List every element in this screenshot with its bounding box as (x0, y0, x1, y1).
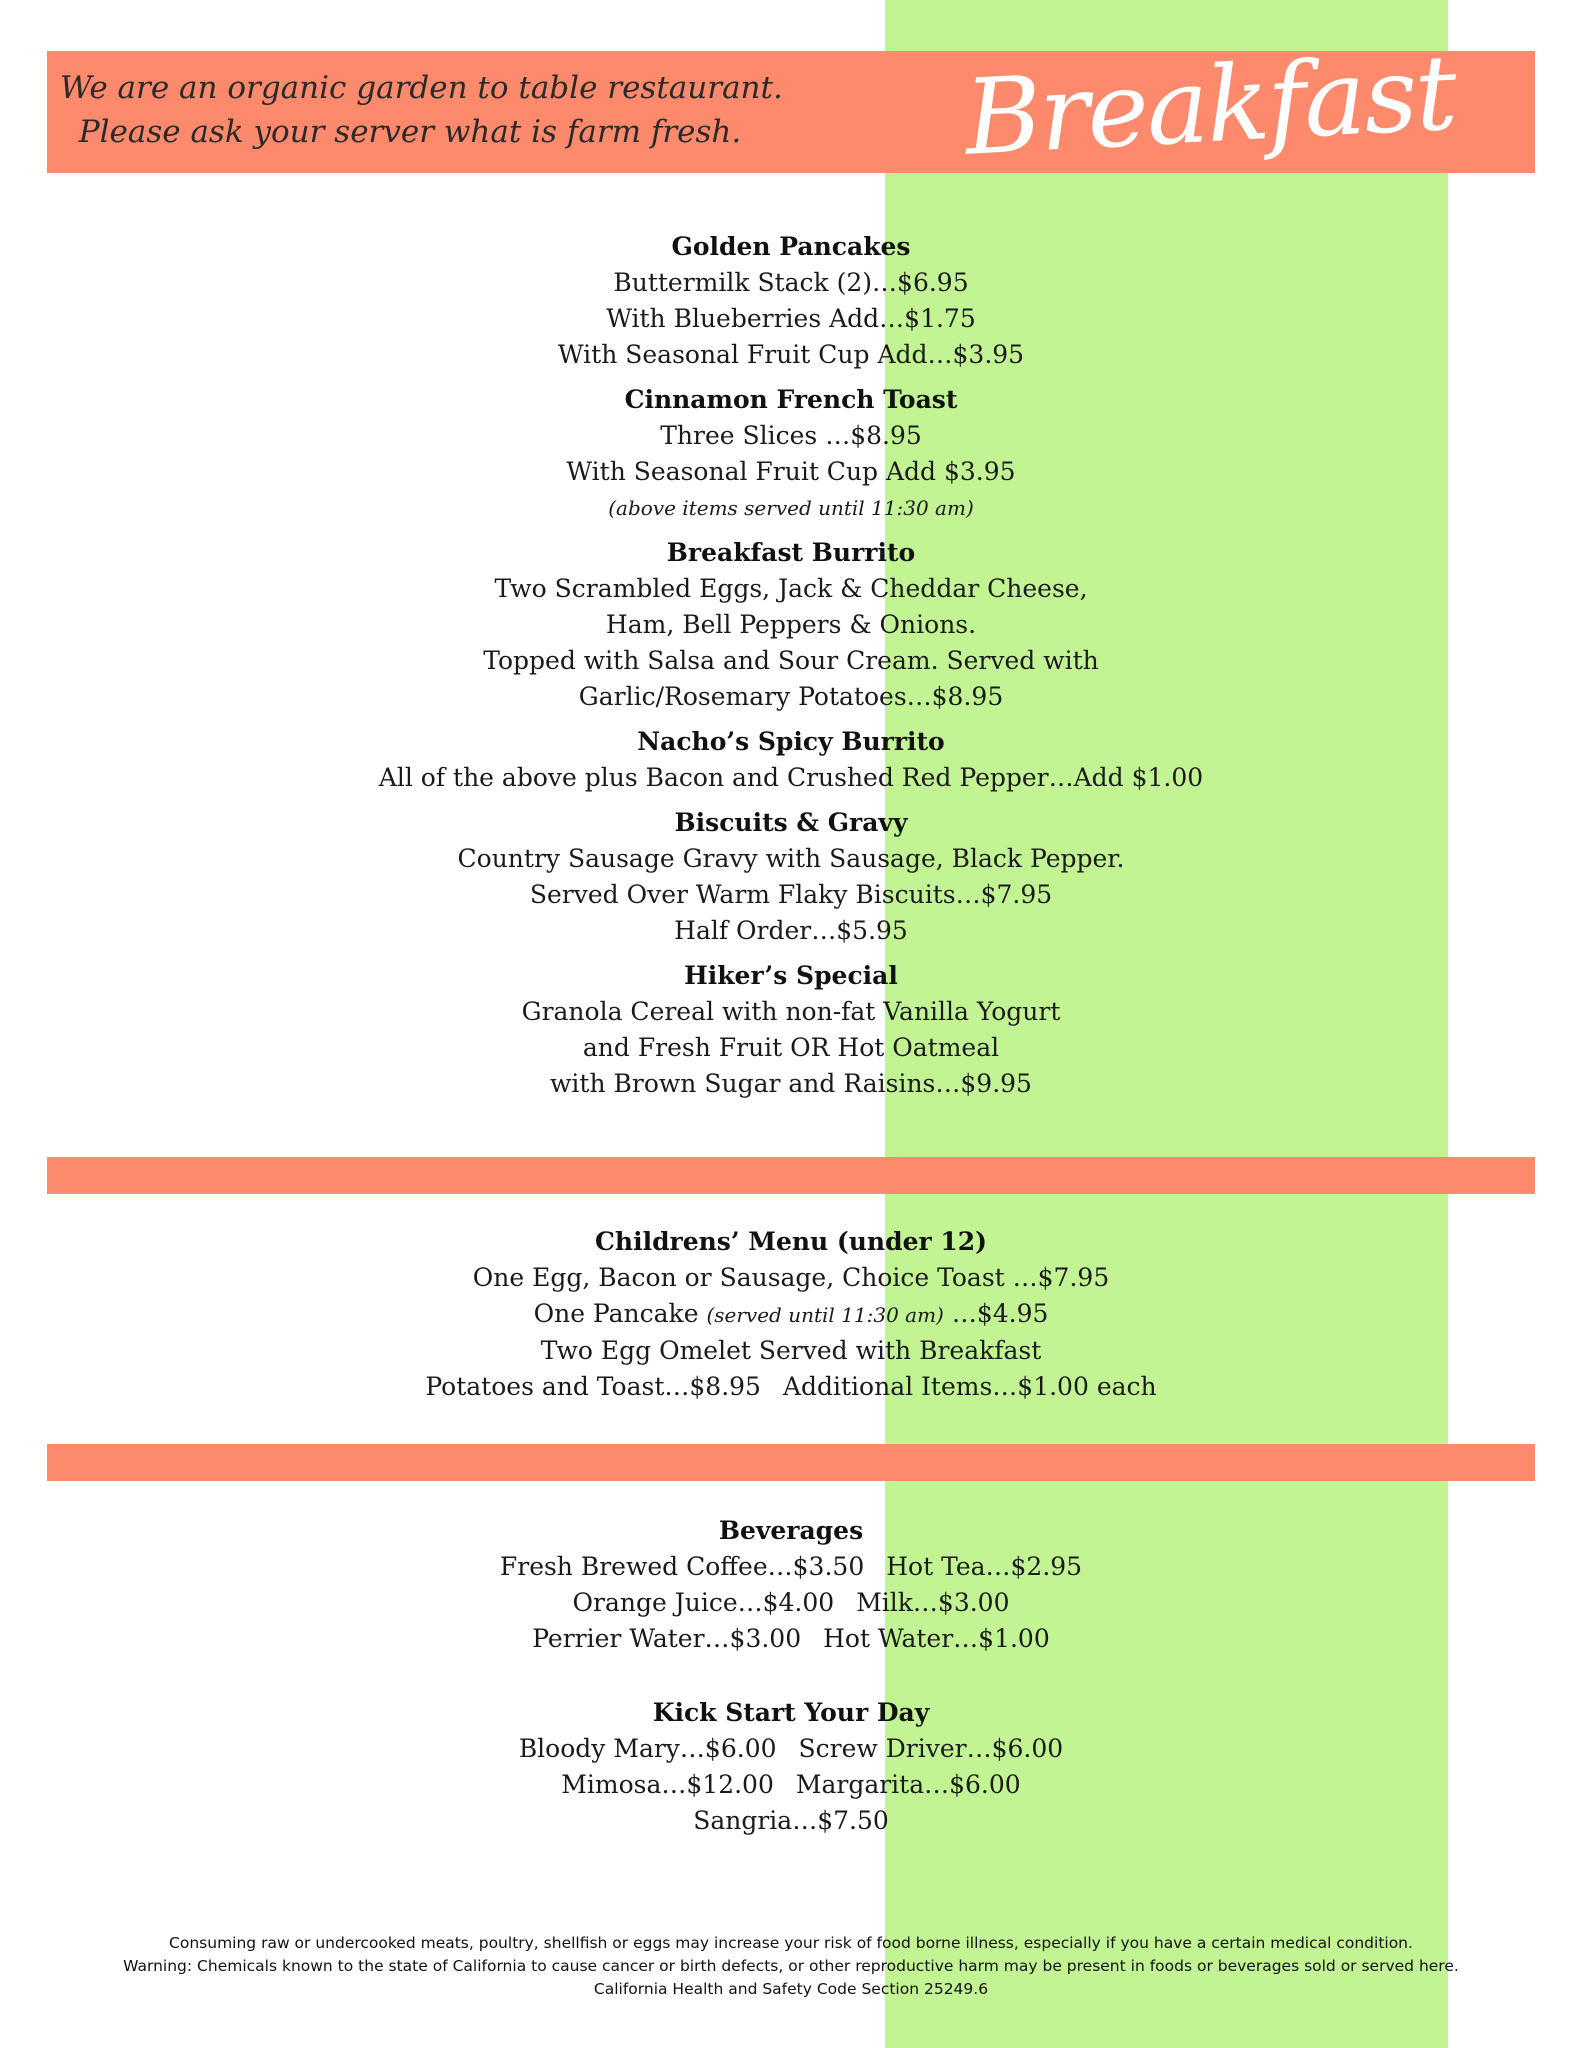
menu-text: Bloody Mary…$6.00 (518, 1734, 777, 1763)
section-title: Breakfast Burrito (666, 538, 916, 567)
section-title: Childrens’ Menu (under 12) (595, 1227, 987, 1256)
menu-section (0, 382, 1582, 526)
menu-text: Hot Water…$1.00 (823, 1624, 1050, 1653)
menu-text: Sangria…$7.50 (693, 1806, 889, 1835)
menu-line (0, 1621, 1582, 1657)
menu-title: Breakfast (961, 31, 1459, 179)
menu-section (0, 229, 1582, 373)
menu-line: Two Egg Omelet Served with Breakfast (540, 1336, 1042, 1365)
kick-start-menu (0, 1695, 1582, 1839)
menu-text: Mimosa…$12.00 (561, 1770, 774, 1799)
menu-text: Orange Juice…$4.00 (572, 1588, 835, 1617)
menu-line: Garlic/Rosemary Potatoes…$8.95 (578, 682, 1004, 711)
menu-line: Buttermilk Stack (2)…$6.95 (613, 268, 969, 297)
menu-text: Margarita…$6.00 (795, 1770, 1021, 1799)
section-title: Biscuits & Gravy (674, 808, 908, 837)
menu-line: With Blueberries Add…$1.75 (606, 304, 976, 333)
menu-line: All of the above plus Bacon and Crushed Red Pepper…Add $1.00 (378, 763, 1204, 792)
menu-line: Two Scrambled Eggs, Jack & Cheddar Cheese, (494, 574, 1088, 603)
section-divider (47, 1444, 1535, 1481)
serving-note: (served until 11:30 am) (706, 1303, 944, 1327)
menu-section (0, 535, 1582, 715)
menu-line (0, 1731, 1582, 1767)
menu-text: Perrier Water…$3.00 (532, 1624, 802, 1653)
beverages-menu (0, 1513, 1582, 1657)
section-divider (47, 1157, 1535, 1194)
menu-line: Granola Cereal with non-fat Vanilla Yogurt (521, 997, 1061, 1026)
menu-line: Topped with Salsa and Sour Cream. Served with (483, 646, 1099, 675)
menu-line (0, 1296, 1582, 1333)
section-title: Kick Start Your Day (652, 1698, 930, 1727)
menu-line: Three Slices …$8.95 (660, 421, 922, 450)
menu-text: Fresh Brewed Coffee…$3.50 (499, 1552, 865, 1581)
menu-text: Hot Tea…$2.95 (886, 1552, 1083, 1581)
menu-line (0, 1767, 1582, 1803)
menu-text: …$4.95 (951, 1299, 1049, 1328)
menu-section (0, 805, 1582, 949)
menu-line: With Seasonal Fruit Cup Add $3.95 (566, 457, 1016, 486)
tagline-line-2: Please ask your server what is farm fresh. (78, 114, 742, 150)
section-title: Beverages (718, 1516, 864, 1545)
childrens-menu (0, 1224, 1582, 1405)
menu-line (0, 1549, 1582, 1585)
disclaimer-line: Consuming raw or undercooked meats, poultry, shellfish or eggs may increase your risk of food borne illness, especially if you have a certain medical condition. (169, 1934, 1413, 1952)
menu-line: One Egg, Bacon or Sausage, Choice Toast …$7.95 (472, 1263, 1110, 1292)
menu-line: With Seasonal Fruit Cup Add…$3.95 (557, 340, 1025, 369)
breakfast-menu (0, 229, 1582, 1111)
tagline (60, 66, 783, 154)
menu-line: and Fresh Fruit OR Hot Oatmeal (582, 1033, 1000, 1062)
menu-line (0, 1803, 1582, 1839)
menu-section (0, 724, 1582, 796)
menu-line (0, 1369, 1582, 1405)
menu-line: Half Order…$5.95 (674, 916, 908, 945)
menu-text: Additional Items…$1.00 each (782, 1372, 1157, 1401)
disclaimer-line: Warning: Chemicals known to the state of California to cause cancer or birth defects, or other reproductive harm may be present in foods or beverages sold or served here. (123, 1957, 1459, 1975)
menu-line (0, 1585, 1582, 1621)
menu-line: Country Sausage Gravy with Sausage, Black Pepper. (457, 844, 1125, 873)
menu-text: One Pancake (533, 1299, 699, 1328)
menu-text: Potatoes and Toast…$8.95 (425, 1372, 761, 1401)
legal-disclaimer (0, 1932, 1582, 2001)
tagline-line-1: We are an organic garden to table restaurant. (60, 70, 783, 106)
disclaimer-line: California Health and Safety Code Section 25249.6 (593, 1980, 989, 1998)
menu-line: Ham, Bell Peppers & Onions. (605, 610, 977, 639)
section-title: Golden Pancakes (671, 232, 911, 261)
section-title: Cinnamon French Toast (624, 385, 958, 414)
menu-section (0, 958, 1582, 1102)
menu-text: Screw Driver…$6.00 (798, 1734, 1064, 1763)
section-title: Hiker’s Special (684, 961, 898, 990)
section-title: Nacho’s Spicy Burrito (637, 727, 945, 756)
menu-text: Milk…$3.00 (856, 1588, 1010, 1617)
menu-line: Served Over Warm Flaky Biscuits…$7.95 (529, 880, 1053, 909)
menu-line: with Brown Sugar and Raisins…$9.95 (550, 1069, 1032, 1098)
serving-note: (above items served until 11:30 am) (608, 496, 974, 520)
